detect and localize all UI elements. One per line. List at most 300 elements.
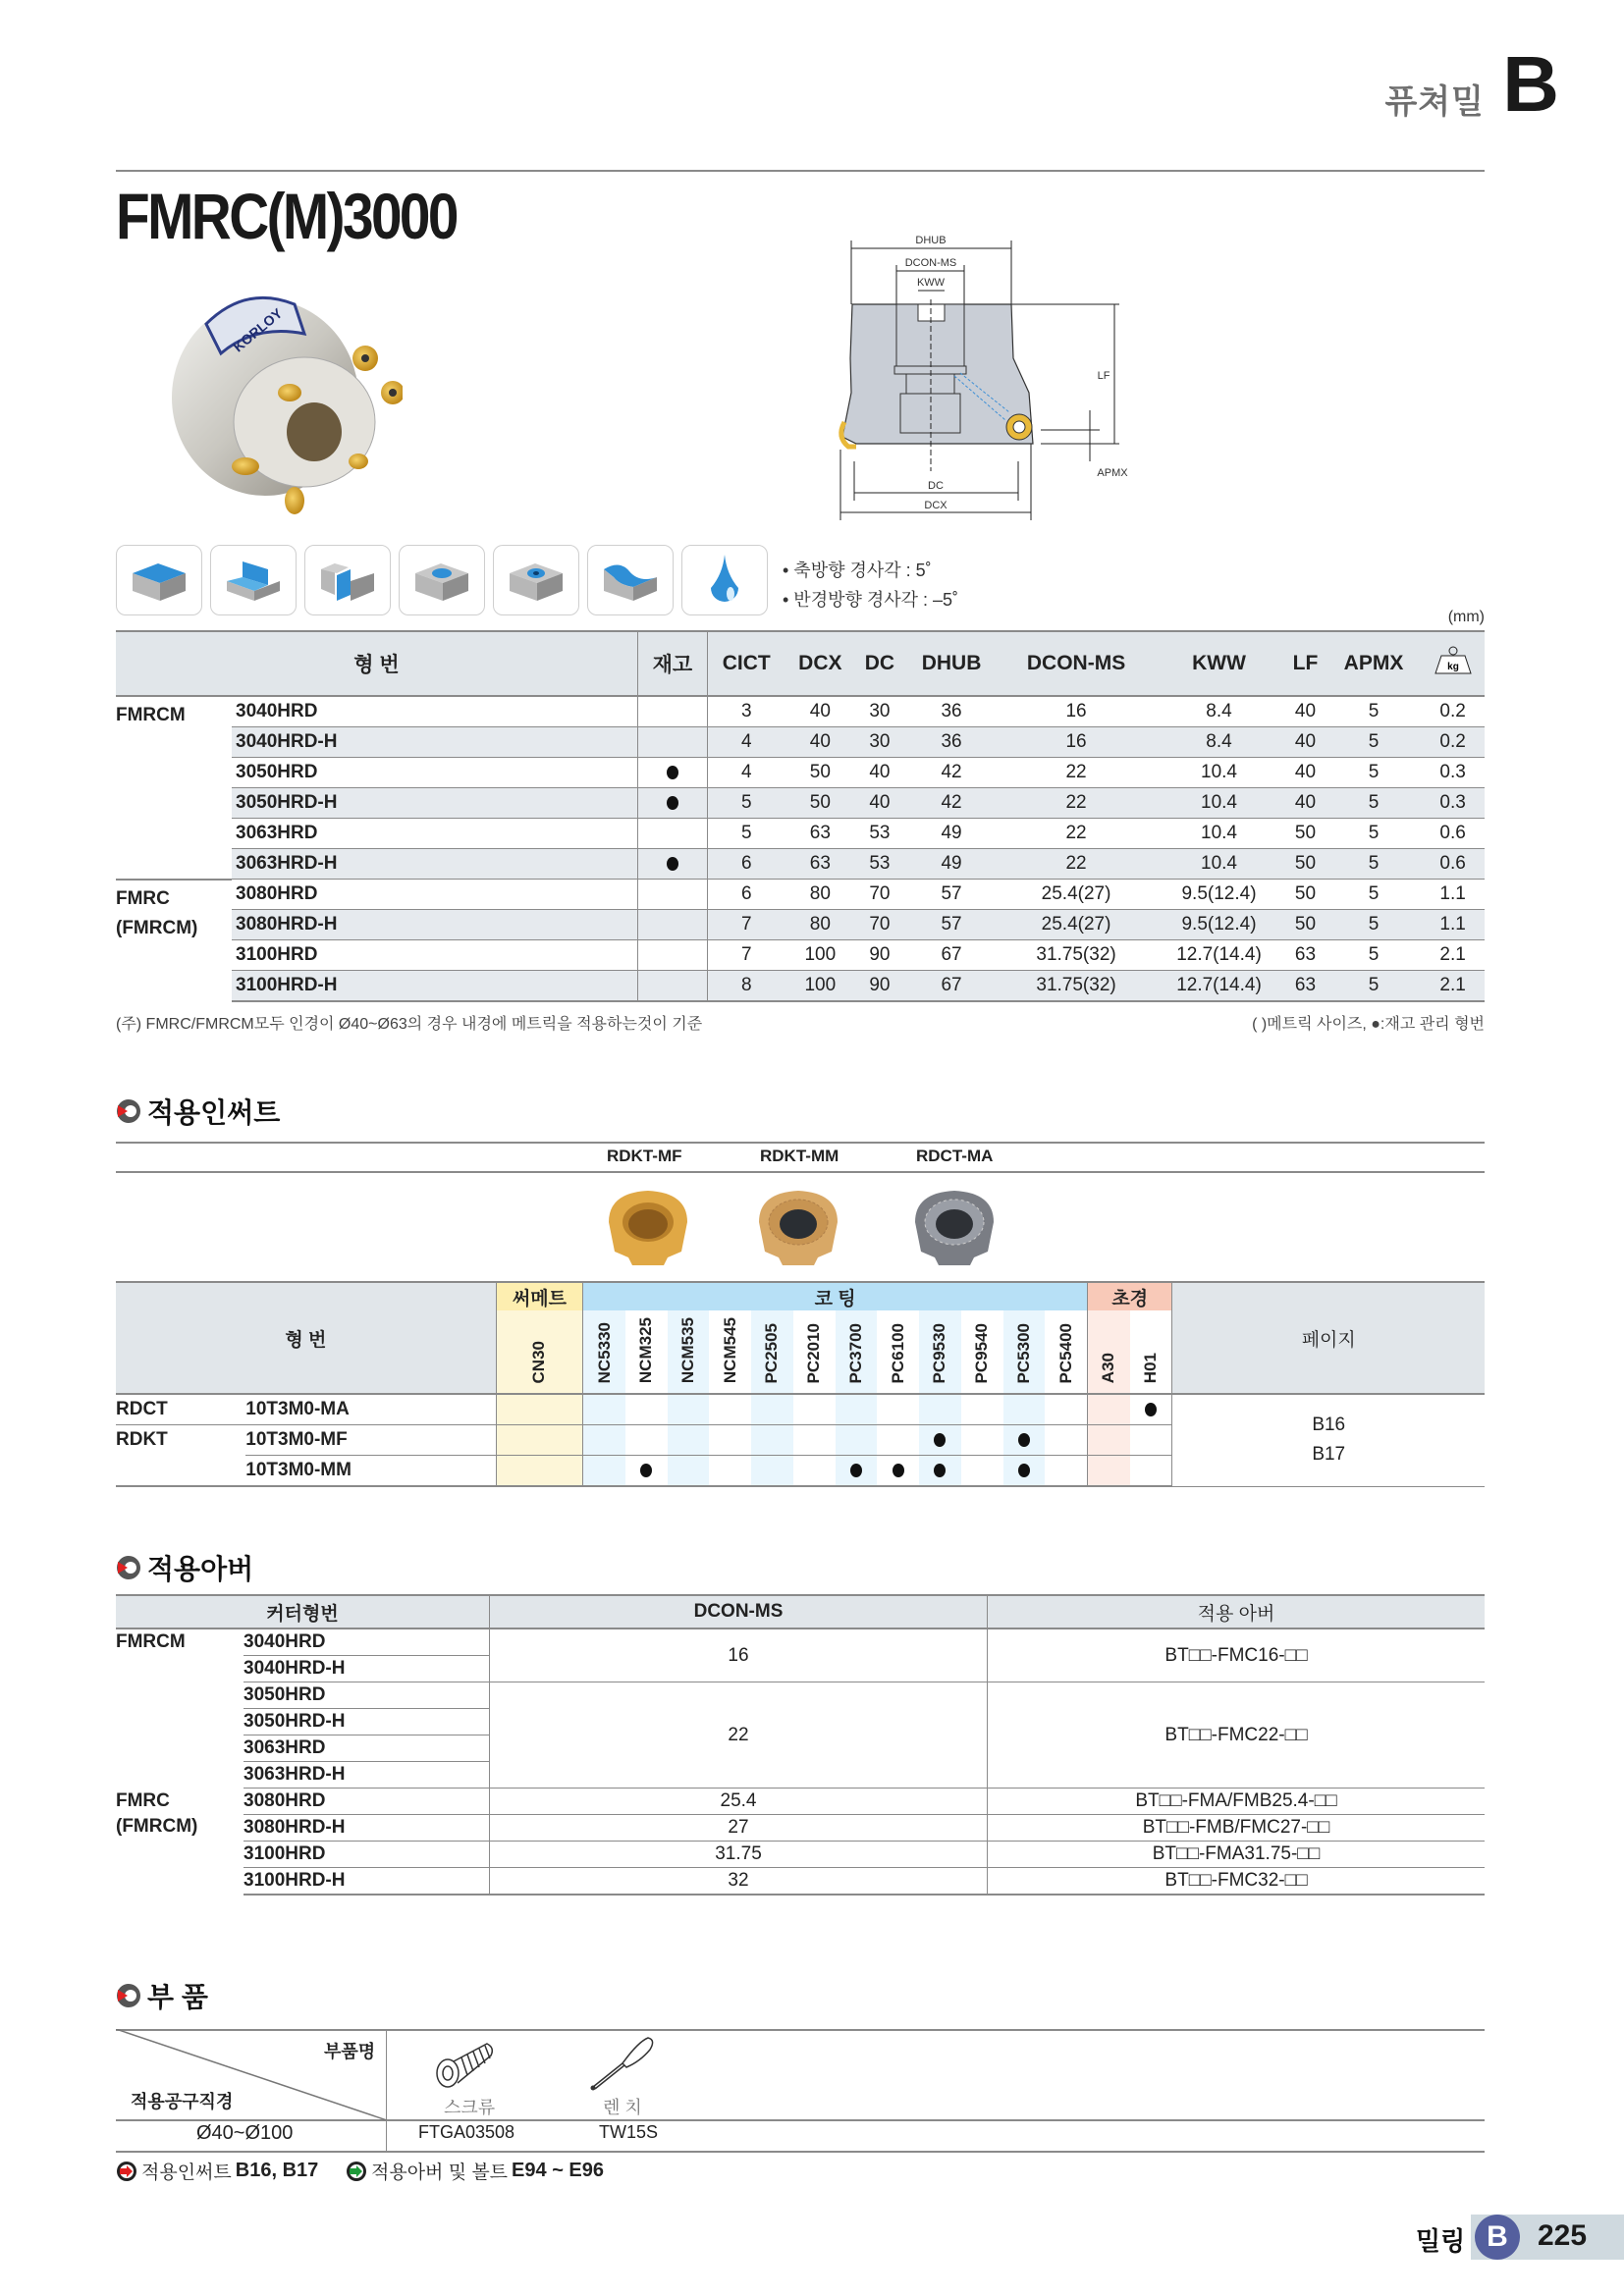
insert-model: 10T3M0-MM: [245, 1456, 496, 1487]
shoulder-milling-icon: [210, 545, 297, 615]
grade-label: PC5300: [1013, 1322, 1033, 1383]
insert-series: RDCT: [116, 1394, 245, 1425]
cell-dcx: 80: [785, 880, 855, 910]
cell-kg: 0.6: [1421, 849, 1485, 880]
cell-dc: 90: [855, 971, 904, 1002]
stock-dot-icon: [667, 857, 678, 871]
arbor-series: FMRC (FMRCM): [116, 1789, 198, 1837]
grade-cell-ncm325: [625, 1425, 668, 1456]
grade-header-nc5330: [583, 1310, 625, 1394]
cell-kww: 8.4: [1154, 696, 1284, 727]
model-code: 3050HRD-H: [232, 788, 637, 819]
cell-dcx: 40: [785, 696, 855, 727]
availability-dot-icon: [893, 1464, 904, 1477]
grade-label: PC2505: [762, 1322, 782, 1383]
cell-lf: 40: [1284, 696, 1326, 727]
screw-icon: [432, 2034, 501, 2093]
cell-dcon: 31.75(32): [999, 940, 1154, 971]
grade-header-a30: [1087, 1310, 1129, 1394]
grade-cell-nc5330: [583, 1394, 625, 1425]
stock-cell: [637, 696, 707, 727]
model-code: 3080HRD-H: [232, 910, 637, 940]
cell-lf: 40: [1284, 788, 1326, 819]
grade-cell-h01: [1130, 1456, 1172, 1487]
model-code: 3040HRD: [232, 696, 637, 727]
helical-milling-icon: [493, 545, 579, 615]
cell-kww: 12.7(14.4): [1154, 940, 1284, 971]
arbor-model: 3040HRD: [244, 1629, 490, 1656]
stock-cell: [637, 880, 707, 910]
cermet-group-header: 써메트: [496, 1282, 583, 1310]
arbor-table: [116, 1594, 1485, 1896]
stock-cell: [637, 788, 707, 819]
grade-label: CN30: [529, 1340, 549, 1383]
header-divider: [116, 170, 1485, 172]
cell-dcon: 22: [999, 849, 1154, 880]
stock-dot-icon: [667, 766, 678, 779]
cell-apmx: 5: [1326, 940, 1422, 971]
divider: [116, 2151, 1485, 2153]
availability-dot-icon: [934, 1433, 946, 1447]
model-code: 3063HRD: [232, 819, 637, 849]
cell-apmx: 5: [1326, 819, 1422, 849]
spec-row: [116, 880, 1485, 910]
grade-cell-pc9530: [919, 1425, 961, 1456]
grade-cell-pc3700: [836, 1456, 878, 1487]
cell-kww: 9.5(12.4): [1154, 880, 1284, 910]
insert-pages: [1172, 1394, 1485, 1486]
cell-dc: 53: [855, 819, 904, 849]
coating-group-header: 코 팅: [583, 1282, 1088, 1310]
label-apmx: APMX: [1097, 467, 1128, 479]
cell-dc: 40: [855, 758, 904, 788]
col-header-kww: KWW: [1154, 631, 1284, 696]
insert-name-rdkt-mm: RDKT-MM: [760, 1147, 839, 1165]
cell-dcon: 31.75(32): [999, 971, 1154, 1002]
grade-header-pc9530: [919, 1310, 961, 1394]
dimension-diagram: [785, 226, 1159, 520]
grade-label: NCM545: [720, 1316, 739, 1383]
cell-dcon: 25.4(27): [999, 880, 1154, 910]
cell-kww: 10.4: [1154, 758, 1284, 788]
insert-model: 10T3M0-MF: [245, 1425, 496, 1456]
grade-label: PC3700: [845, 1322, 865, 1383]
availability-dot-icon: [1018, 1464, 1030, 1477]
arbor-model: 3063HRD-H: [244, 1762, 490, 1789]
model-code: 3040HRD-H: [232, 727, 637, 758]
cell-dhub: 36: [904, 727, 999, 758]
grade-label: H01: [1141, 1352, 1161, 1383]
chapter-letter: B: [1502, 40, 1559, 128]
slotting-icon: [304, 545, 391, 615]
grade-cell-nc5330: [583, 1425, 625, 1456]
arbor-model: 3100HRD-H: [244, 1868, 490, 1896]
col-header-lf: LF: [1284, 631, 1326, 696]
col-header-model: 형 번: [116, 631, 637, 696]
arbor-col-header-dcon: DCON-MS: [490, 1595, 988, 1629]
cell-kg: 2.1: [1421, 940, 1485, 971]
cell-dc: 70: [855, 910, 904, 940]
cell-kww: 8.4: [1154, 727, 1284, 758]
cell-dc: 30: [855, 727, 904, 758]
section-bullet-icon: [116, 1983, 141, 2008]
cell-kww: 10.4: [1154, 849, 1284, 880]
part-name-screw: 스크류: [444, 2098, 496, 2117]
spec-row: [116, 940, 1485, 971]
cell-lf: 50: [1284, 910, 1326, 940]
col-header-weight: [1421, 631, 1485, 696]
arbor-code: BT□□-FMA31.75-□□: [988, 1842, 1486, 1868]
arbor-model: 3050HRD: [244, 1682, 490, 1709]
cell-apmx: 5: [1326, 849, 1422, 880]
cell-lf: 40: [1284, 727, 1326, 758]
cell-kg: 0.2: [1421, 696, 1485, 727]
arbor-row: [116, 1868, 1485, 1896]
grade-cell-pc5300: [1003, 1425, 1046, 1456]
grade-cell-pc5300: [1003, 1456, 1046, 1487]
page-col-header: 페이지: [1172, 1282, 1485, 1394]
arbor-dcon: 31.75: [490, 1842, 988, 1868]
insert-series: RDKT: [116, 1429, 168, 1451]
grade-cell-ncm535: [668, 1456, 710, 1487]
cell-lf: 63: [1284, 971, 1326, 1002]
cell-kww: 9.5(12.4): [1154, 910, 1284, 940]
grade-label: PC6100: [888, 1322, 907, 1383]
insert-table: [116, 1281, 1485, 1487]
arbor-code: BT□□-FMC22-□□: [988, 1682, 1486, 1789]
arrow-circle-icon: [116, 2161, 137, 2182]
stock-cell: [637, 819, 707, 849]
xref-arbors-label: 적용아버 및 볼트: [371, 2163, 509, 2183]
spec-legend: ( )메트릭 사이즈, ●:재고 관리 형번: [1252, 1016, 1485, 1033]
cell-apmx: 5: [1326, 971, 1422, 1002]
arbor-model: 3040HRD-H: [244, 1656, 490, 1682]
profile-milling-icon: [587, 545, 674, 615]
cell-lf: 40: [1284, 758, 1326, 788]
grade-cell-pc5400: [1045, 1394, 1087, 1425]
grade-cell-a30: [1087, 1425, 1129, 1456]
cell-dcx: 50: [785, 758, 855, 788]
face-milling-icon: [116, 545, 202, 615]
parts-section-heading: [116, 1976, 208, 2015]
cell-dc: 30: [855, 696, 904, 727]
grade-header-ncm535: [668, 1310, 710, 1394]
footer-section-badge: B: [1475, 2215, 1520, 2260]
arbor-row: [116, 1629, 1485, 1656]
stock-dot-icon: [667, 796, 678, 810]
arbor-dcon: 32: [490, 1868, 988, 1896]
grade-header-pc2010: [793, 1310, 836, 1394]
series-name: FMRC (FMRCM): [116, 880, 232, 1002]
divider: [116, 1142, 1485, 1144]
col-header-dhub: DHUB: [904, 631, 999, 696]
grade-cell-h01: [1130, 1394, 1172, 1425]
chapter-label: 퓨쳐밀: [1384, 83, 1485, 121]
arbor-code: BT□□-FMB/FMC27-□□: [988, 1815, 1486, 1842]
grade-header-pc5400: [1045, 1310, 1087, 1394]
cell-dcx: 63: [785, 849, 855, 880]
cell-kg: 0.3: [1421, 788, 1485, 819]
arbor-model: 3080HRD: [244, 1789, 490, 1815]
col-header-dcon-ms: DCON-MS: [999, 631, 1154, 696]
grade-header-pc6100: [877, 1310, 919, 1394]
insert-name-rdct-ma: RDCT-MA: [916, 1147, 994, 1165]
radial-rake-angle: • 반경방향 경사각 : –5˚: [783, 590, 959, 610]
cell-lf: 50: [1284, 849, 1326, 880]
arbor-model: 3080HRD-H: [244, 1815, 490, 1842]
cell-cict: 4: [707, 727, 785, 758]
insert-series: [116, 1456, 245, 1487]
stock-cell: [637, 940, 707, 971]
spec-row: [116, 971, 1485, 1002]
col-header-dcx: DCX: [785, 631, 855, 696]
label-dcx: DCX: [924, 500, 947, 511]
cell-apmx: 5: [1326, 696, 1422, 727]
cell-dcx: 100: [785, 940, 855, 971]
insert-image-rdkt-mf: [599, 1183, 697, 1271]
spec-row: [116, 788, 1485, 819]
insert-name-rdkt-mf: RDKT-MF: [607, 1147, 682, 1165]
svg-text:kg: kg: [1446, 662, 1459, 672]
spec-row: [116, 758, 1485, 788]
grade-cell-pc3700: [836, 1394, 878, 1425]
grade-cell-pc5400: [1045, 1456, 1087, 1487]
divider: [116, 1171, 1485, 1173]
availability-dot-icon: [850, 1464, 862, 1477]
cell-apmx: 5: [1326, 758, 1422, 788]
xref-arbors-pages: E94 ~ E96: [512, 2160, 605, 2181]
pocketing-icon: [399, 545, 485, 615]
spec-row: [116, 727, 1485, 758]
col-header-stock: 재고: [637, 631, 707, 696]
arbor-row: [116, 1842, 1485, 1868]
cell-dc: 40: [855, 788, 904, 819]
grade-cell-pc2010: [793, 1394, 836, 1425]
label-dcon-ms: DCON-MS: [904, 257, 957, 269]
cell-cict: 8: [707, 971, 785, 1002]
grade-header-cn30: [496, 1310, 583, 1394]
cell-kg: 2.1: [1421, 971, 1485, 1002]
arbor-dcon: 27: [490, 1815, 988, 1842]
grade-cell-ncm325: [625, 1394, 668, 1425]
grade-cell-pc6100: [877, 1425, 919, 1456]
arbor-dcon: 16: [490, 1629, 988, 1682]
insert-row: [116, 1394, 1485, 1425]
model-code: 3100HRD: [232, 940, 637, 971]
arbor-code: BT□□-FMC16-□□: [988, 1629, 1486, 1682]
grade-cell-pc6100: [877, 1394, 919, 1425]
stock-cell: [637, 849, 707, 880]
page-number: 225: [1538, 2219, 1588, 2252]
grade-cell-pc5300: [1003, 1394, 1046, 1425]
arbor-model: 3100HRD: [244, 1842, 490, 1868]
arbor-dcon: 25.4: [490, 1789, 988, 1815]
page-ref: B16: [1312, 1415, 1346, 1436]
grade-label: A30: [1099, 1352, 1118, 1383]
cell-dhub: 42: [904, 788, 999, 819]
grade-cell-pc9540: [961, 1456, 1003, 1487]
cell-dcon: 22: [999, 788, 1154, 819]
grade-label: PC9530: [930, 1322, 949, 1383]
arbor-code: BT□□-FMA/FMB25.4-□□: [988, 1789, 1486, 1815]
availability-dot-icon: [640, 1464, 652, 1477]
application-icons: [116, 545, 768, 615]
cell-dhub: 49: [904, 819, 999, 849]
cell-kww: 10.4: [1154, 788, 1284, 819]
arbor-dcon: 22: [490, 1682, 988, 1789]
cell-cict: 5: [707, 788, 785, 819]
stock-cell: [637, 971, 707, 1002]
grade-cell-pc6100: [877, 1456, 919, 1487]
cell-lf: 50: [1284, 880, 1326, 910]
spec-row: [116, 910, 1485, 940]
grade-cell-pc3700: [836, 1425, 878, 1456]
arbor-row: [116, 1815, 1485, 1842]
label-lf: LF: [1097, 370, 1110, 382]
axial-rake-angle: • 축방향 경사각 : 5˚: [783, 561, 932, 580]
grade-cell-a30: [1087, 1394, 1129, 1425]
unit-label: (mm): [1447, 609, 1485, 625]
cell-apmx: 5: [1326, 910, 1422, 940]
cell-cict: 3: [707, 696, 785, 727]
model-code: 3080HRD: [232, 880, 637, 910]
carbide-group-header: 초경: [1087, 1282, 1171, 1310]
label-dhub: DHUB: [915, 235, 947, 246]
cell-dcon: 16: [999, 727, 1154, 758]
grade-cell-a30: [1087, 1456, 1129, 1487]
cell-dcon: 16: [999, 696, 1154, 727]
cell-cict: 7: [707, 910, 785, 940]
cell-dcx: 100: [785, 971, 855, 1002]
wrench-icon: [589, 2034, 658, 2093]
cell-kg: 0.6: [1421, 819, 1485, 849]
cell-dhub: 57: [904, 880, 999, 910]
cell-kg: 1.1: [1421, 880, 1485, 910]
cell-dcon: 22: [999, 819, 1154, 849]
parts-section-title: 부 품: [147, 1982, 208, 2012]
arbor-row: [116, 1682, 1485, 1709]
grade-cell-cn30: [496, 1394, 583, 1425]
grade-cell-ncm545: [709, 1425, 751, 1456]
grade-cell-nc5330: [583, 1456, 625, 1487]
part-code-screw: FTGA03508: [418, 2122, 515, 2142]
grade-cell-ncm545: [709, 1394, 751, 1425]
insert-image-rdct-ma: [905, 1183, 1003, 1271]
xref-inserts-pages: B16, B17: [235, 2160, 319, 2181]
arbor-model: 3050HRD-H: [244, 1709, 490, 1735]
cell-kww: 12.7(14.4): [1154, 971, 1284, 1002]
grade-cell-pc2010: [793, 1456, 836, 1487]
footer-section-label: 밀링: [1416, 2226, 1466, 2256]
insert-image-rdkt-mm: [749, 1183, 847, 1271]
col-header-apmx: APMX: [1326, 631, 1422, 696]
arbor-code: BT□□-FMC32-□□: [988, 1868, 1486, 1896]
grade-label: PC5400: [1056, 1322, 1075, 1383]
grade-cell-ncm545: [709, 1456, 751, 1487]
cell-cict: 5: [707, 819, 785, 849]
cell-lf: 50: [1284, 819, 1326, 849]
grade-header-pc5300: [1003, 1310, 1046, 1394]
page-ref: B17: [1312, 1444, 1346, 1466]
spec-table: [116, 630, 1485, 1002]
xref-inserts[interactable]: [116, 2158, 318, 2184]
arbor-model: 3063HRD: [244, 1735, 490, 1762]
insert-model: 10T3M0-MA: [245, 1394, 496, 1425]
arbor-section-title: 적용아버: [147, 1554, 254, 1584]
weight-icon: [1434, 646, 1473, 675]
grade-cell-cn30: [496, 1425, 583, 1456]
rake-angles: [783, 556, 958, 614]
cell-cict: 6: [707, 849, 785, 880]
label-dc: DC: [928, 480, 944, 492]
grade-header-pc9540: [961, 1310, 1003, 1394]
insert-section-title: 적용인써트: [147, 1097, 281, 1128]
grade-label: PC2010: [804, 1322, 824, 1383]
arbor-section-heading: [116, 1548, 253, 1587]
parts-col-header: 부품명: [324, 2042, 376, 2061]
grade-cell-pc5400: [1045, 1425, 1087, 1456]
insert-section-heading: [116, 1092, 280, 1131]
grade-cell-pc9540: [961, 1394, 1003, 1425]
cell-dcon: 22: [999, 758, 1154, 788]
spec-row: [116, 849, 1485, 880]
model-code: 3100HRD-H: [232, 971, 637, 1002]
cell-dcx: 80: [785, 910, 855, 940]
cell-dcx: 40: [785, 727, 855, 758]
grade-cell-pc2010: [793, 1425, 836, 1456]
stock-cell: [637, 758, 707, 788]
cell-lf: 63: [1284, 940, 1326, 971]
cell-dhub: 42: [904, 758, 999, 788]
grade-cell-pc2505: [751, 1425, 793, 1456]
grade-cell-ncm325: [625, 1456, 668, 1487]
part-code-wrench: TW15S: [599, 2122, 659, 2142]
spec-row: [116, 696, 1485, 727]
grade-header-h01: [1130, 1310, 1172, 1394]
cell-dhub: 36: [904, 696, 999, 727]
cell-dcon: 25.4(27): [999, 910, 1154, 940]
cell-dcx: 63: [785, 819, 855, 849]
stock-cell: [637, 727, 707, 758]
coolant-icon: [681, 545, 768, 615]
grade-cell-ncm535: [668, 1425, 710, 1456]
arrow-circle-icon: [346, 2161, 367, 2182]
cell-apmx: 5: [1326, 727, 1422, 758]
cell-kg: 0.3: [1421, 758, 1485, 788]
spec-note: (주) FMRC/FMRCM모두 인경이 Ø40~Ø63의 경우 내경에 메트릭을 적용하는것이 기준: [116, 1016, 703, 1033]
arbor-col-header-cutter: 커터형번: [116, 1595, 490, 1629]
arbor-col-header-arbor: 적용 아버: [988, 1595, 1486, 1629]
grade-label: NC5330: [594, 1321, 614, 1383]
xref-arbors[interactable]: [346, 2158, 604, 2184]
grade-cell-h01: [1130, 1425, 1172, 1456]
availability-dot-icon: [934, 1464, 946, 1477]
grade-header-ncm545: [709, 1310, 751, 1394]
svg-text:KORLOY: KORLOY: [230, 304, 286, 355]
part-name-wrench: 렌 치: [603, 2098, 642, 2117]
cell-kww: 10.4: [1154, 819, 1284, 849]
grade-cell-ncm535: [668, 1394, 710, 1425]
cell-dc: 70: [855, 880, 904, 910]
grade-header-pc2505: [751, 1310, 793, 1394]
availability-dot-icon: [1145, 1403, 1157, 1416]
cell-apmx: 5: [1326, 788, 1422, 819]
grade-header-ncm325: [625, 1310, 668, 1394]
grade-header-pc3700: [836, 1310, 878, 1394]
stock-cell: [637, 910, 707, 940]
insert-col-header-model: 형 번: [116, 1282, 496, 1394]
cell-kg: 0.2: [1421, 727, 1485, 758]
